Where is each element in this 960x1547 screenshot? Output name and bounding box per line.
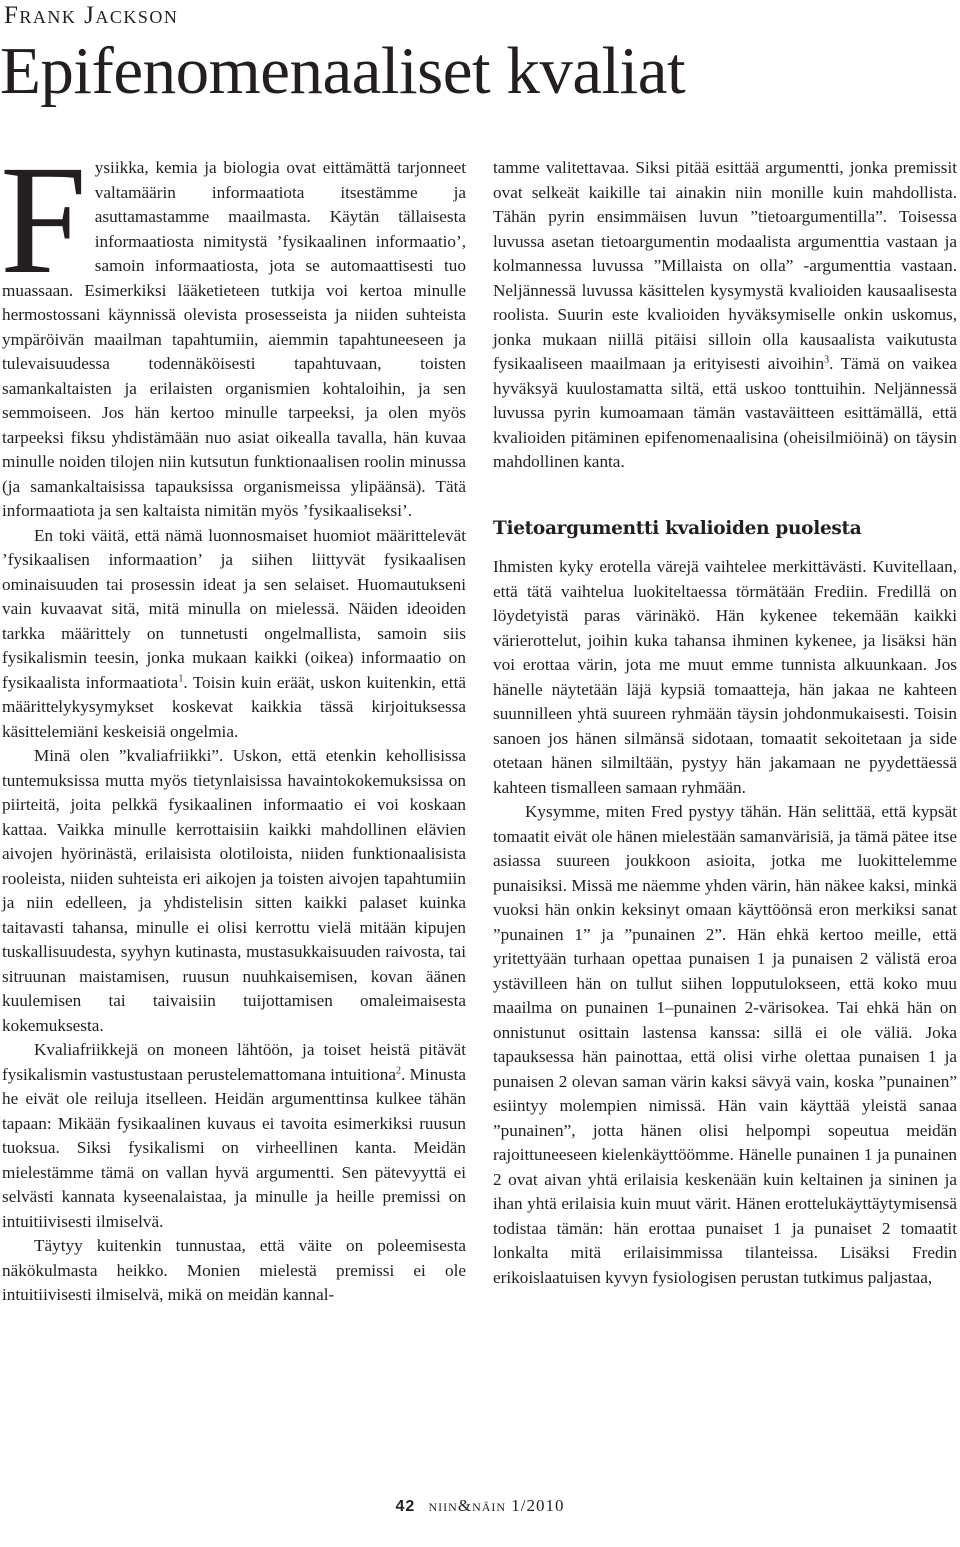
paragraph-4: Kvaliafriikkejä on moneen lähtöön, ja toiset heistä pitävät fysikalismin vastustustaan perustelemattomana intuitiona$^2$. Minusta he eivät ole reiluja itselleen. Heidän argumenttinsa kulkee tähän tapaan: Mikään fysikaalinen kuvaus ei tavoita esimerkiksi ruusun tuoksua. Siksi fysikalismi on virheellinen kanta. Meidän mielestämme tämä on vallan hyvä argumentti. Sen pätevyyttä ei selvästi kannata kyseenalaistaa, ja minulle ja heille premissi on intuitiivisesti ilmiselvä. [2,1040,466,1231]
drop-cap: F [0,133,87,306]
paragraph-2: En toki väitä, että nämä luonnosmaiset huomiot määrittelevät ’fysikaalisen informaation’ ja siihen liittyvät fysikaalisen ominaisuuden tai prosessin ideat ja sen selaiset. Huomautukseni vain kuvaavat sitä, mitä minulla on mielessä. Näiden ideoiden tarkka määrittely on tunnetusti ongelmallista, samoin siis fysikalismin teesin, jonka mukaan kaikki (oikea) informaatio on fysikaalista informaatiota$^1$. Toisin kuin eräät, uskon kuitenkin, että määrittelykysymykset koskevat kaikkia tässä kirjoituksessa käsittelemiäni keskeisiä ongelmia. [2,525,466,741]
footnote-ref-2[interactable]: 2 [396,1064,401,1076]
paragraph-8: Kysymme, miten Fred pystyy tähän. Hän selittää, että kypsät tomaatit eivät ole hänen mielestään samanvärisiä, ja tämä pätee itse asiassa suureen joukkoon asioita, jotka me luokittelemme punaisiksi. Missä me näemme yhden värin, hän näkee kaksi, minkä vuoksi hän onkin keksinyt omaan käyttöönsä eron merkiksi sanat ”punainen 1” ja ”punainen 2”. Hän ehkä kertoo meille, että yritettyään turhaan opettaa punaisen 1 ja punaisen 2 välistä eroa ystävilleen hän on tullut siihen lopputulokseen, että koko muu maailma on punainen 1–punainen 2-värisokea. Tai ehkä hän on onnistunut osittain lastensa kanssa: sillä ei ole väliä. Joka tapauksessa hän painottaa, että olisi virhe olettaa punaisen 1 ja punaisen 2 olevan saman värin kaksi sävyä vain, koska ”punainen” esiintyy molempien nimissä. Hän vain käyttää yleistä sanaa ”punainen”, jotta hänen olisi helpompi sopeutua meidän rajoittuneeseen kielenkäyttöömme. Hänelle punainen 1 ja punainen 2 ovat aivan yhtä erilaisia keskenään kuin keltainen ja sininen ja ihan yhtä erilaisia kuin muut värit. Hänen erottelukäyttäytymisensä todistaa tämän: hän erottaa punaiset 1 ja punaiset 2 tomaatit lonkalta mitä erilaisimmissa tilanteissa. Lisäksi Fredin erikoislaatuisen kyvyn fysiologisen perustan tutkimus paljastaa, [493,802,957,1287]
paragraph-7: Ihmisten kyky erotella värejä vaihtelee merkittävästi. Kuvitellaan, että tätä vaihtelua luokiteltaessa törmätään Frediin. Fredillä on löydetyistä paras värinäkö. Hän kykenee tekemään kaikki värierottelut, joihin kuka tahansa ihminen kykenee, ja lisäksi hän voi erottaa värin, jota me muut emme tunnista alkuunkaan. Jos hänelle näytetään läjä kypsiä tomaatteja, hän jakaa ne kahteen suunnilleen yhtä suureen ryhmään täysin johdonmukaisesti. Toisin sanoen jos hänen silmänsä sidotaan, tomaatit sekoitetaan ja side otetaan hänen silmiltään, pystyy hän jakamaan ne pyydettäessä kahteen tismalleen samaan ryhmään. [493,557,957,797]
paragraph-5: Täytyy kuitenkin tunnustaa, että väite on poleemisesta näkökulmasta heikko. Monien mielestä premissi ei ole intuitiivisesti ilmiselvä, mikä on meidän kannal- [2,1236,466,1304]
footnote-ref-1[interactable]: 1 [178,672,184,684]
article-title: Epifenomenaaliset kvaliat [0,34,686,108]
paragraph-1 [0,133,466,524]
paragraph-1-text: ysiikka, kemia ja biologia ovat eittämättä tarjonneet valtamäärin informaatiota itsestämme ja asuttamastamme maailmasta. Käytän tällaisesta informaatiosta nimitystä ’fysikaalinen informaatio’, samoin informaatiosta, jota se automaattisesti tuo muassaan. Esimerkiksi lääketieteen tutkija voi kertoa minulle hermostossani käynnissä olevista prosesseista ja niiden suhteista ympäröivän maailman tapahtumiin, aiemmin tapahtuneeseen ja tulevaisuudessa todennäköisesti tapahtuvaan, toisten samankaltaisten ja erilaisten organismien kohtaloihin, ja sen semmoiseen. Jos hän kertoo minulle tarpeeksi, ja olen myös tarpeeksi fiksu yhdistämään nuo asiat oikealla tavalla, hän kuvaa minulle noiden tilojen niin kutsutun funktionaalisen roolin minussa (ja samankaltaisissa tapauksissa organismeissa ylipäänsä). Tätä informaatiota ja sen kaltaista nimitän myös ’fysikaaliseksi’. [2,158,466,520]
paragraph-6: tamme valitettavaa. Siksi pitää esittää argumentti, jonka premissit ovat selkeät kaikille tai ainakin niin monille kuin mahdollista. Tähän pyrin ensimmäisen luvun ”tietoargumentilla”. Toisessa luvussa asetan tietoargumentin modaalista argumenttia vastaan ja kolmannessa luvussa ”Millaista on olla” -argumenttia vastaan. Neljännessä luvussa käsittelen kysymystä kvalioiden kausaalisesta roolista. Suurin este kvalioiden hyväksymiselle onkin uskomus, jonka mukaan niillä pitäisi silloin olla kausaalista vaikutusta fysikaaliseen maailmaan ja erityisesti aivoihin$^3$. Tämä on vaikea hyväksyä kuulostamatta siltä, että uskoo tonttuihin. Neljännessä luvussa pyrin kumoamaan tämän vastaväitteen esittämällä, että kvalioiden pitäminen epifenomenaalisina (oheisilmiöinä) on täysin mahdollinen kanta. [493,158,957,471]
section-heading: Tietoargumentti kvalioiden puolesta [493,517,862,539]
footnote-ref-3[interactable]: 3 [824,354,830,366]
right-column [493,156,957,1290]
author-name: Frank Jackson [4,2,179,29]
paragraph-3: Minä olen ”kvaliafriikki”. Uskon, että etenkin kehollisissa tuntemuksissa mutta myös tietynlaisissa havaintokokemuksissa on piirteitä, joita pelkkä fysikaalinen informaatio ei voi koskaan kattaa. Vaikka minulle kerrottaisiin kaikki mahdollinen elävien aivojen hyörinästä, erilaisista olotiloista, niiden funktionaalisista rooleista, niiden suhteista eri aikojen ja toisten aivojen tapahtumiin ja niin edelleen, ja yhdistelisin sitten kaikki palaset kuinka taitavasti tahansa, minulle ei olisi kerrottu vielä mitään kipujen tuskallisuudesta, syyhyn kutinasta, mustasukkaisuuden raivosta, tai sitruunan maistamisen, ruusun nuuhkaisemisen, kovan äänen kuulemisen tai taivaisiin tuijottamisen omaleimaisesta kokemuksesta. [2,746,466,1035]
page-footer [0,1496,960,1516]
left-column [0,133,466,1308]
page-number: 42 [395,1498,416,1515]
magazine-issue: niin&näin 1/2010 [428,1496,565,1515]
